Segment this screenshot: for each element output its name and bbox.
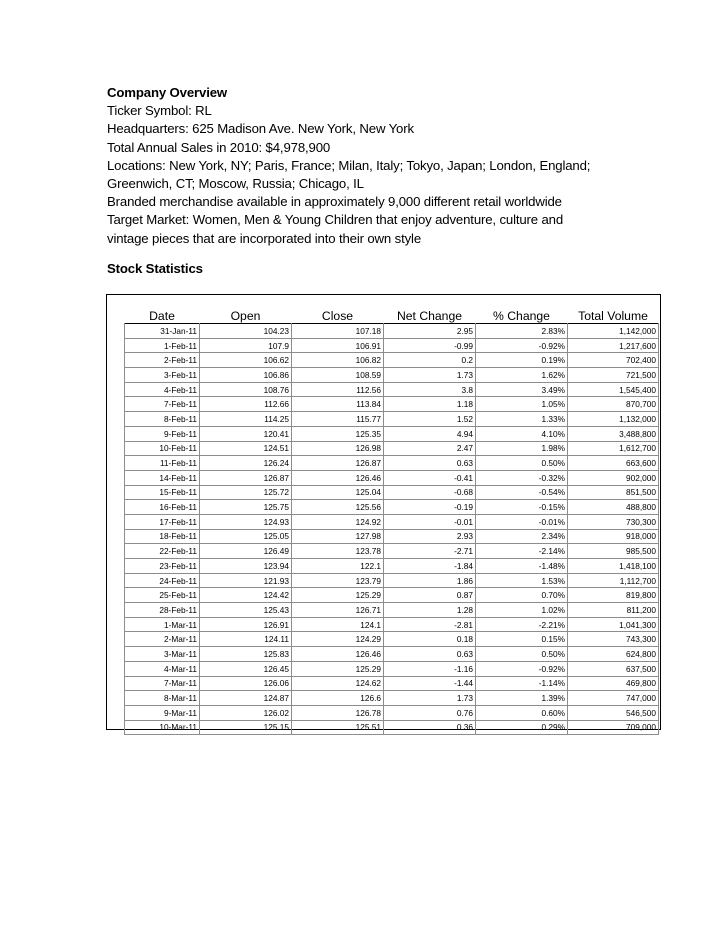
cell-total-volume: 1,418,100 xyxy=(568,559,659,574)
cell-percent-change: -2.21% xyxy=(476,617,568,632)
cell-percent-change: 1.02% xyxy=(476,603,568,618)
header-net-change: Net Change xyxy=(396,309,463,323)
cell-percent-change: 3.49% xyxy=(476,382,568,397)
cell-close: 125.56 xyxy=(292,500,384,515)
cell-percent-change: 0.29% xyxy=(476,720,568,735)
cell-percent-change: -0.15% xyxy=(476,500,568,515)
table-row xyxy=(125,500,659,515)
cell-net-change: 0.87 xyxy=(384,588,476,603)
cell-close: 123.79 xyxy=(292,573,384,588)
cell-open: 124.51 xyxy=(200,441,292,456)
overview-heading: Company Overview xyxy=(107,85,227,100)
cell-net-change: -0.19 xyxy=(384,500,476,515)
cell-open: 124.87 xyxy=(200,691,292,706)
cell-open: 107.9 xyxy=(200,338,292,353)
cell-net-change: -0.41 xyxy=(384,470,476,485)
cell-total-volume: 624,800 xyxy=(568,647,659,662)
overview-line: Ticker Symbol: RL xyxy=(107,103,212,119)
cell-date: 9-Feb-11 xyxy=(125,426,200,441)
cell-open: 125.15 xyxy=(200,720,292,735)
table-row xyxy=(125,617,659,632)
table-row xyxy=(125,426,659,441)
cell-total-volume: 709,000 xyxy=(568,720,659,735)
cell-open: 124.42 xyxy=(200,588,292,603)
cell-net-change: 2.47 xyxy=(384,441,476,456)
table-header-row xyxy=(125,303,659,324)
cell-date: 16-Feb-11 xyxy=(125,500,200,515)
cell-net-change: 1.18 xyxy=(384,397,476,412)
cell-total-volume: 637,500 xyxy=(568,661,659,676)
cell-net-change: -1.16 xyxy=(384,661,476,676)
cell-percent-change: 4.10% xyxy=(476,426,568,441)
table-row xyxy=(125,485,659,500)
cell-date: 25-Feb-11 xyxy=(125,588,200,603)
cell-date: 10-Feb-11 xyxy=(125,441,200,456)
cell-total-volume: 743,300 xyxy=(568,632,659,647)
cell-close: 125.04 xyxy=(292,485,384,500)
cell-total-volume: 1,612,700 xyxy=(568,441,659,456)
header-percent-change: % Change xyxy=(493,309,550,323)
cell-percent-change: -0.32% xyxy=(476,470,568,485)
cell-close: 113.84 xyxy=(292,397,384,412)
header-total-volume: Total Volume xyxy=(578,309,648,323)
cell-close: 126.6 xyxy=(292,691,384,706)
cell-close: 126.78 xyxy=(292,705,384,720)
overview-line: Locations: New York, NY; Paris, France; Milan, Italy; Tokyo, Japan; London, England; xyxy=(107,157,591,173)
table-row xyxy=(125,720,659,735)
cell-date: 7-Mar-11 xyxy=(125,676,200,691)
cell-total-volume: 1,041,300 xyxy=(568,617,659,632)
cell-date: 23-Feb-11 xyxy=(125,559,200,574)
cell-close: 124.1 xyxy=(292,617,384,632)
cell-close: 126.87 xyxy=(292,456,384,471)
cell-total-volume: 1,545,400 xyxy=(568,382,659,397)
cell-percent-change: 0.50% xyxy=(476,456,568,471)
cell-close: 106.91 xyxy=(292,338,384,353)
cell-close: 126.98 xyxy=(292,441,384,456)
cell-net-change: -0.68 xyxy=(384,485,476,500)
cell-total-volume: 747,000 xyxy=(568,691,659,706)
cell-open: 126.91 xyxy=(200,617,292,632)
cell-close: 122.1 xyxy=(292,559,384,574)
table-row xyxy=(125,514,659,529)
overview-line: Target Market: Women, Men & Young Children that enjoy adventure, culture and xyxy=(107,212,564,228)
header-date: Date xyxy=(149,309,175,323)
cell-close: 126.46 xyxy=(292,470,384,485)
cell-percent-change: 1.33% xyxy=(476,412,568,427)
cell-total-volume: 1,217,600 xyxy=(568,338,659,353)
cell-date: 10-Mar-11 xyxy=(125,720,200,735)
cell-percent-change: 1.53% xyxy=(476,573,568,588)
cell-percent-change: 2.83% xyxy=(476,324,568,339)
table-row xyxy=(125,456,659,471)
cell-percent-change: 0.50% xyxy=(476,647,568,662)
cell-net-change: 0.2 xyxy=(384,353,476,368)
cell-date: 11-Feb-11 xyxy=(125,456,200,471)
cell-open: 126.49 xyxy=(200,544,292,559)
cell-percent-change: -1.14% xyxy=(476,676,568,691)
cell-close: 125.51 xyxy=(292,720,384,735)
table-row xyxy=(125,676,659,691)
table-body xyxy=(125,324,659,735)
cell-open: 125.75 xyxy=(200,500,292,515)
cell-percent-change: -0.92% xyxy=(476,661,568,676)
cell-close: 108.59 xyxy=(292,368,384,383)
cell-date: 4-Feb-11 xyxy=(125,382,200,397)
header-close: Close xyxy=(321,309,354,323)
cell-close: 106.82 xyxy=(292,353,384,368)
cell-net-change: 1.86 xyxy=(384,573,476,588)
cell-total-volume: 488,800 xyxy=(568,500,659,515)
cell-net-change: -0.99 xyxy=(384,338,476,353)
cell-net-change: 1.73 xyxy=(384,691,476,706)
overview-line: Branded merchandise available in approximately 9,000 different retail worldwide xyxy=(107,194,562,210)
cell-total-volume: 811,200 xyxy=(568,603,659,618)
cell-net-change: -0.01 xyxy=(384,514,476,529)
table-row xyxy=(125,324,659,339)
cell-open: 104.23 xyxy=(200,324,292,339)
cell-net-change: 0.36 xyxy=(384,720,476,735)
cell-net-change: 4.94 xyxy=(384,426,476,441)
cell-close: 107.18 xyxy=(292,324,384,339)
cell-net-change: 2.93 xyxy=(384,529,476,544)
cell-percent-change: 1.62% xyxy=(476,368,568,383)
cell-date: 4-Mar-11 xyxy=(125,661,200,676)
cell-total-volume: 469,800 xyxy=(568,676,659,691)
cell-total-volume: 663,600 xyxy=(568,456,659,471)
table-row xyxy=(125,397,659,412)
cell-date: 22-Feb-11 xyxy=(125,544,200,559)
cell-date: 1-Feb-11 xyxy=(125,338,200,353)
cell-total-volume: 1,112,700 xyxy=(568,573,659,588)
cell-open: 120.41 xyxy=(200,426,292,441)
header-open: Open xyxy=(230,309,261,323)
cell-total-volume: 3,488,800 xyxy=(568,426,659,441)
cell-close: 124.62 xyxy=(292,676,384,691)
cell-percent-change: -2.14% xyxy=(476,544,568,559)
cell-close: 125.29 xyxy=(292,588,384,603)
table-row xyxy=(125,529,659,544)
cell-date: 1-Mar-11 xyxy=(125,617,200,632)
cell-open: 106.62 xyxy=(200,353,292,368)
table-row xyxy=(125,661,659,676)
cell-date: 9-Mar-11 xyxy=(125,705,200,720)
cell-date: 8-Mar-11 xyxy=(125,691,200,706)
cell-percent-change: 1.39% xyxy=(476,691,568,706)
cell-open: 126.06 xyxy=(200,676,292,691)
overview-line: Greenwich, CT; Moscow, Russia; Chicago, IL xyxy=(107,176,364,192)
cell-percent-change: 2.34% xyxy=(476,529,568,544)
cell-open: 125.72 xyxy=(200,485,292,500)
cell-date: 31-Jan-11 xyxy=(125,324,200,339)
cell-date: 2-Feb-11 xyxy=(125,353,200,368)
cell-open: 125.05 xyxy=(200,529,292,544)
cell-percent-change: 1.98% xyxy=(476,441,568,456)
cell-total-volume: 985,500 xyxy=(568,544,659,559)
cell-total-volume: 546,500 xyxy=(568,705,659,720)
table-row xyxy=(125,632,659,647)
stock-table-frame xyxy=(106,294,661,733)
cell-total-volume: 918,000 xyxy=(568,529,659,544)
cell-close: 123.78 xyxy=(292,544,384,559)
cell-close: 125.29 xyxy=(292,661,384,676)
table-row xyxy=(125,441,659,456)
cell-close: 125.35 xyxy=(292,426,384,441)
cell-close: 126.71 xyxy=(292,603,384,618)
cell-percent-change: 0.70% xyxy=(476,588,568,603)
cell-open: 126.87 xyxy=(200,470,292,485)
table-row xyxy=(125,368,659,383)
stock-statistics-heading: Stock Statistics xyxy=(107,261,203,276)
overview-line: Total Annual Sales in 2010: $4,978,900 xyxy=(107,139,331,155)
cell-open: 124.11 xyxy=(200,632,292,647)
cell-open: 125.43 xyxy=(200,603,292,618)
cell-net-change: 0.63 xyxy=(384,456,476,471)
cell-open: 123.94 xyxy=(200,559,292,574)
cell-total-volume: 721,500 xyxy=(568,368,659,383)
cell-total-volume: 702,400 xyxy=(568,353,659,368)
cell-open: 121.93 xyxy=(200,573,292,588)
cell-close: 112.56 xyxy=(292,382,384,397)
table-row xyxy=(125,603,659,618)
cell-open: 125.83 xyxy=(200,647,292,662)
cell-percent-change: -0.92% xyxy=(476,338,568,353)
cell-open: 112.66 xyxy=(200,397,292,412)
cell-date: 28-Feb-11 xyxy=(125,603,200,618)
cell-net-change: 0.18 xyxy=(384,632,476,647)
cell-date: 3-Mar-11 xyxy=(125,647,200,662)
cell-open: 108.76 xyxy=(200,382,292,397)
cell-percent-change: -0.54% xyxy=(476,485,568,500)
cell-open: 126.45 xyxy=(200,661,292,676)
cell-open: 106.86 xyxy=(200,368,292,383)
cell-net-change: 1.28 xyxy=(384,603,476,618)
cell-open: 124.93 xyxy=(200,514,292,529)
cell-net-change: -1.84 xyxy=(384,559,476,574)
stock-statistics-table xyxy=(124,303,659,735)
cell-open: 126.24 xyxy=(200,456,292,471)
cell-date: 15-Feb-11 xyxy=(125,485,200,500)
table-row xyxy=(125,588,659,603)
cell-close: 115.77 xyxy=(292,412,384,427)
cell-net-change: -2.81 xyxy=(384,617,476,632)
company-overview-section xyxy=(107,84,627,248)
table-row xyxy=(125,573,659,588)
cell-date: 17-Feb-11 xyxy=(125,514,200,529)
cell-total-volume: 870,700 xyxy=(568,397,659,412)
cell-net-change: 0.76 xyxy=(384,705,476,720)
cell-net-change: 1.73 xyxy=(384,368,476,383)
table-row xyxy=(125,559,659,574)
cell-close: 127.98 xyxy=(292,529,384,544)
table-row xyxy=(125,691,659,706)
table-row xyxy=(125,544,659,559)
table-row xyxy=(125,705,659,720)
cell-close: 126.46 xyxy=(292,647,384,662)
cell-percent-change: 0.60% xyxy=(476,705,568,720)
cell-date: 14-Feb-11 xyxy=(125,470,200,485)
cell-open: 114.25 xyxy=(200,412,292,427)
cell-date: 2-Mar-11 xyxy=(125,632,200,647)
cell-total-volume: 851,500 xyxy=(568,485,659,500)
table-row xyxy=(125,412,659,427)
cell-net-change: -1.44 xyxy=(384,676,476,691)
cell-date: 24-Feb-11 xyxy=(125,573,200,588)
cell-percent-change: -0.01% xyxy=(476,514,568,529)
cell-date: 8-Feb-11 xyxy=(125,412,200,427)
table-row xyxy=(125,647,659,662)
cell-net-change: 0.63 xyxy=(384,647,476,662)
cell-net-change: 3.8 xyxy=(384,382,476,397)
cell-close: 124.29 xyxy=(292,632,384,647)
cell-date: 7-Feb-11 xyxy=(125,397,200,412)
table-row xyxy=(125,353,659,368)
cell-open: 126.02 xyxy=(200,705,292,720)
cell-percent-change: 0.19% xyxy=(476,353,568,368)
cell-percent-change: -1.48% xyxy=(476,559,568,574)
cell-percent-change: 0.15% xyxy=(476,632,568,647)
cell-total-volume: 1,132,000 xyxy=(568,412,659,427)
cell-close: 124.92 xyxy=(292,514,384,529)
cell-total-volume: 730,300 xyxy=(568,514,659,529)
table-row xyxy=(125,470,659,485)
table-row xyxy=(125,382,659,397)
cell-date: 18-Feb-11 xyxy=(125,529,200,544)
cell-total-volume: 819,800 xyxy=(568,588,659,603)
cell-percent-change: 1.05% xyxy=(476,397,568,412)
cell-total-volume: 902,000 xyxy=(568,470,659,485)
overview-line: Headquarters: 625 Madison Ave. New York, New York xyxy=(107,121,414,137)
cell-net-change: 1.52 xyxy=(384,412,476,427)
overview-line: vintage pieces that are incorporated into their own style xyxy=(107,230,421,246)
cell-net-change: -2.71 xyxy=(384,544,476,559)
cell-net-change: 2.95 xyxy=(384,324,476,339)
cell-total-volume: 1,142,000 xyxy=(568,324,659,339)
table-row xyxy=(125,338,659,353)
cell-date: 3-Feb-11 xyxy=(125,368,200,383)
